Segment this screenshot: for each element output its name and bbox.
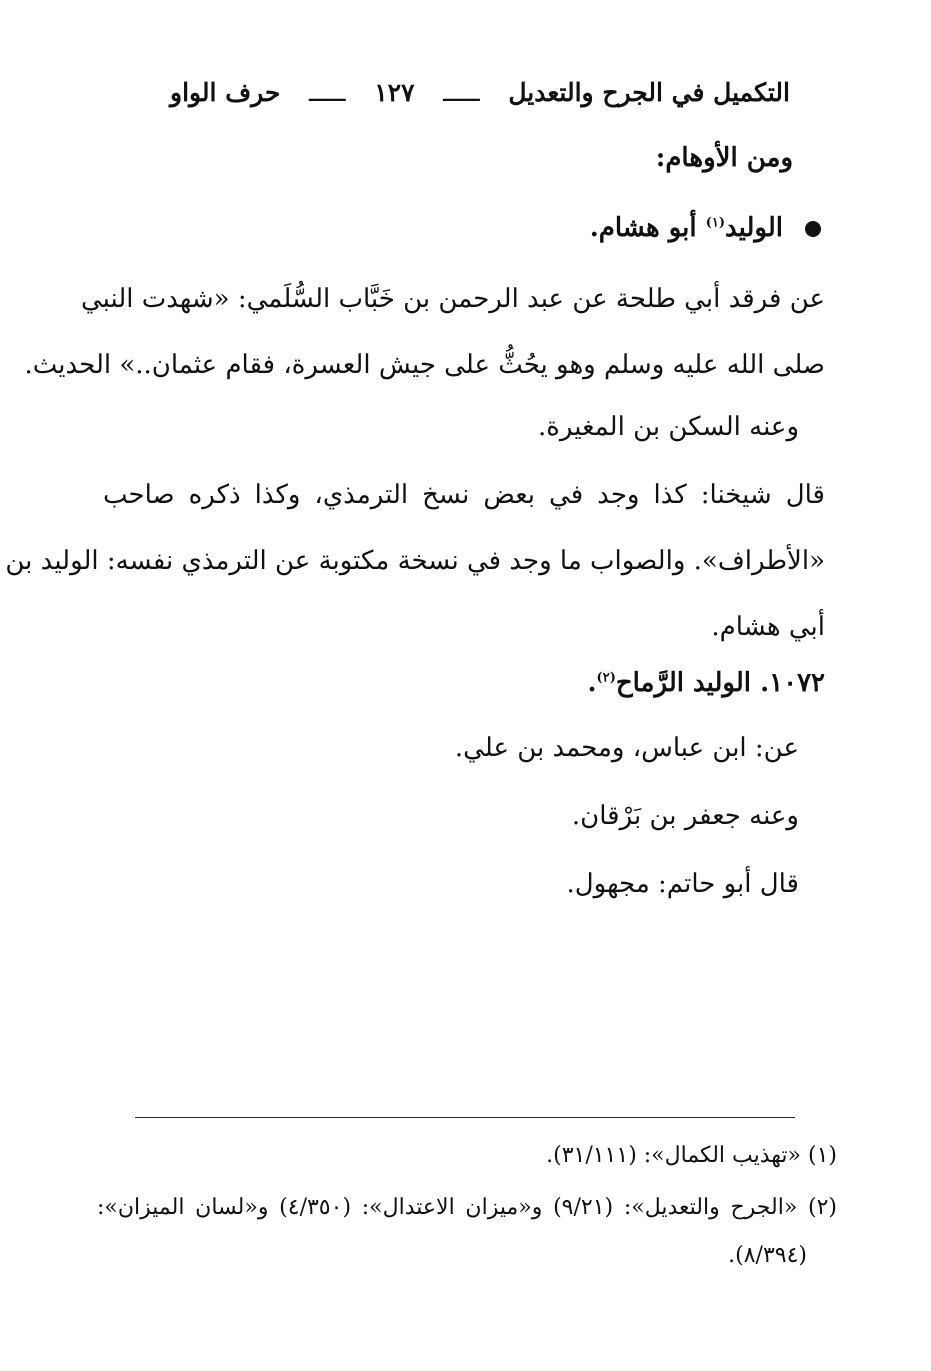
entry-line: قال أبو حاتم: مجهول. bbox=[566, 869, 799, 899]
paragraph-line: صلى الله عليه وسلم وهو يحُثُّ على جيش العسرة، فقام عثمان..» الحديث. bbox=[24, 350, 825, 380]
paragraph-line: وعنه السكن بن المغيرة. bbox=[538, 412, 799, 442]
section-heading: ومن الأوهام: bbox=[655, 143, 793, 173]
bullet-entry-rest: أبو هشام. bbox=[589, 213, 706, 243]
header-separator: ـــــ bbox=[443, 77, 480, 107]
footnote-divider bbox=[135, 1117, 795, 1118]
chapter-title: حرف الواو bbox=[170, 77, 281, 107]
paragraph-line: قال شيخنا: كذا وجد في بعض نسخ الترمذي، وكذا ذكره صاحب bbox=[103, 480, 825, 510]
paragraph bbox=[24, 266, 825, 398]
paragraph-line: «الأطراف». والصواب ما وجد في نسخة مكتوبة عن الترمذي نفسه: الوليد بن bbox=[5, 546, 825, 576]
footnote bbox=[97, 1132, 837, 1180]
footnote-line: (٢) «الجرح والتعديل»: (٩/٢١) و«ميزان الاعتدال»: (٤/٣٥٠) و«لسان الميزان»: bbox=[97, 1195, 838, 1220]
footnote-line: (١) «تهذيب الكمال»: (٣١/١١١). bbox=[546, 1143, 837, 1168]
running-header bbox=[170, 72, 790, 112]
bullet-icon bbox=[805, 221, 821, 237]
bullet-entry-name: الوليد bbox=[725, 213, 783, 243]
entry-line: وعنه جعفر بن بَرْقان. bbox=[571, 801, 799, 831]
paragraph-line: أبي هشام. bbox=[711, 612, 825, 642]
paragraph bbox=[5, 462, 825, 660]
entry-number: ١٠٧٢. bbox=[760, 668, 825, 698]
page-number: ١٢٧ bbox=[374, 77, 415, 107]
footnote-line: (٨/٣٩٤). bbox=[728, 1243, 807, 1268]
book-title: التكميل في الجرح والتعديل bbox=[508, 77, 790, 107]
entry-line: عن: ابن عباس، ومحمد بن علي. bbox=[454, 733, 799, 763]
footnote-ref: (٢) bbox=[596, 670, 616, 686]
paragraph bbox=[77, 394, 799, 460]
paragraph-line: عن فرقد أبي طلحة عن عبد الرحمن بن خَبَّاب السُّلَمي: «شهدت النبي bbox=[81, 284, 825, 314]
entry-name: الوليد الرَّماح bbox=[615, 668, 752, 698]
footnote bbox=[97, 1184, 837, 1280]
bullet-entry bbox=[590, 198, 821, 258]
entry-heading bbox=[587, 655, 825, 711]
entry-end: . bbox=[587, 668, 597, 698]
header-separator: ـــــ bbox=[308, 77, 346, 107]
footnote-ref: (١) bbox=[705, 215, 725, 231]
